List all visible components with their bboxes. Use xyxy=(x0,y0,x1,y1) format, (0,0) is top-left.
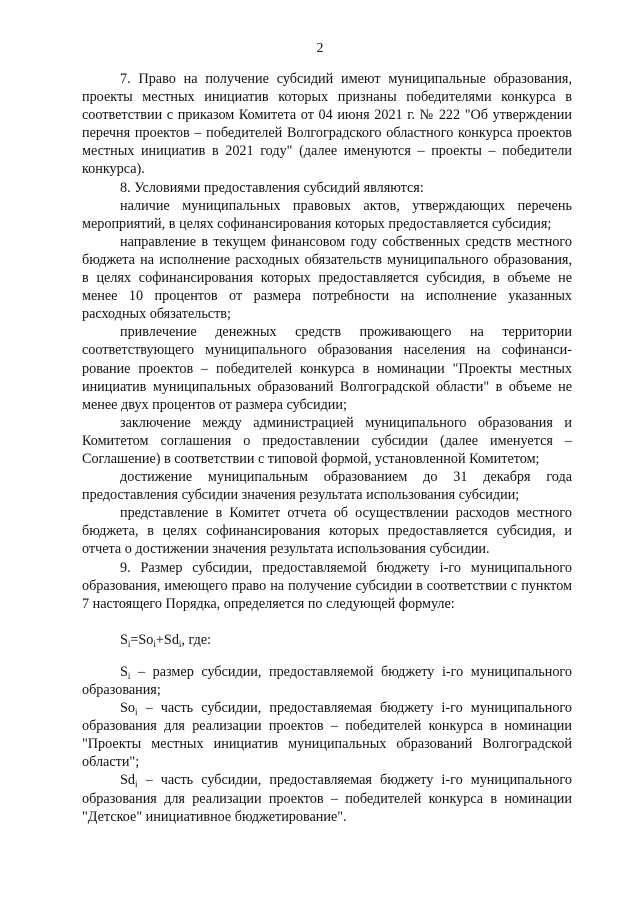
condition-agreement: заключение между администрацией муниципального образования и Комитетом соглашения о предоставлении субсидии (далее именуется – Соглашение) в соответствии с типовой формой, установленной Комитетом; xyxy=(82,414,572,467)
definition-si-text: – размер субсидии, предоставляемой бюджету i-го муниципального образования; xyxy=(82,663,572,698)
definition-soi-text: – часть субсидии, предоставляемая бюджету i-го муниципального образования для реализации проектов – победителей конкурса в номинации "Проекты местных инициатив муниципальных образований Волгоградской области"; xyxy=(82,700,572,771)
definition-soi-symbol: So xyxy=(120,700,135,717)
definition-soi xyxy=(82,699,572,771)
condition-legal-acts: наличие муниципальных правовых актов, утверждающих перечень мероприятий, в целях софинансирования которых предоставляется субсидия; xyxy=(82,197,572,232)
paragraph-9: 9. Размер субсидии, предоставляемой бюджету i-го муниципального образования, имеющего право на получение субсидии в соответствии с пунктом 7 настоящего Порядка, определяется по следующей формуле: xyxy=(82,559,572,612)
definition-si xyxy=(82,663,572,699)
definition-sdi-symbol: Sd xyxy=(120,772,135,789)
definition-sdi-text: – часть субсидии, предоставляемая бюджету i-го муниципального образования для реализации проектов – победителей конкурса в номинации "Детское" инициативное бюджетирование". xyxy=(82,772,572,825)
formula-sub-i: i xyxy=(127,638,131,649)
definition-si-symbol: S xyxy=(120,663,128,680)
paragraph-7: 7. Право на получение субсидий имеют муниципальные образования, проекты местных инициатив которых признаны победителями конкурса в соответствии с приказом Комитета от 04 июня 2021 г. № 222 "Об утверждении перечня проектов – победителей Волгоградского областного конкурса проектов местных инициатив в 2021 году" (далее именуются – проекты – победители конкурса). xyxy=(82,71,572,178)
condition-population-funds: привлечение денежных средств проживающего на территории соответствующего муниципального образования населения на софинансирование проектов – победителей конкурса в номинации "Проекты местных инициатив муниципальных образований Волгоградской области" в объеме не менее двух процентов от размера субсидии; xyxy=(82,324,572,413)
condition-result-achievement: достижение муниципальным образованием до 31 декабря года предоставления субсидии значения результата использования субсидии; xyxy=(82,469,572,504)
definition-sdi xyxy=(82,771,572,825)
condition-report: представление в Комитет отчета об осуществлении расходов местного бюджета, в целях софинансирования которых предоставляется субсидия, и отчета о достижении значения результата использования субсидии. xyxy=(82,505,572,558)
formula-s: S xyxy=(120,631,128,648)
definition-sdi-sub: i xyxy=(134,779,138,790)
formula-sd: +Sd xyxy=(155,631,179,648)
definition-soi-sub: i xyxy=(134,707,138,718)
condition-local-budget-funds: направление в текущем финансовом году собственных средств местного бюджета на исполнение расходных обязательств муниципального образования, в целях софинансирования которых предоставляется субсидия, в объеме не менее 10 процентов от размера потребности на исполнение указанных расходных обязательств; xyxy=(82,233,572,323)
formula-where: , где: xyxy=(181,631,212,648)
subsidy-formula xyxy=(82,631,572,649)
formula-so-sub: i xyxy=(153,638,156,649)
page-number: 2 xyxy=(316,41,324,56)
formula-sd-sub: i xyxy=(178,638,182,649)
paragraph-8-heading: 8. Условиями предоставления субсидий являются: xyxy=(120,179,424,196)
formula-so: =So xyxy=(130,631,154,648)
document-body xyxy=(82,70,572,826)
definition-si-sub: i xyxy=(127,670,131,681)
